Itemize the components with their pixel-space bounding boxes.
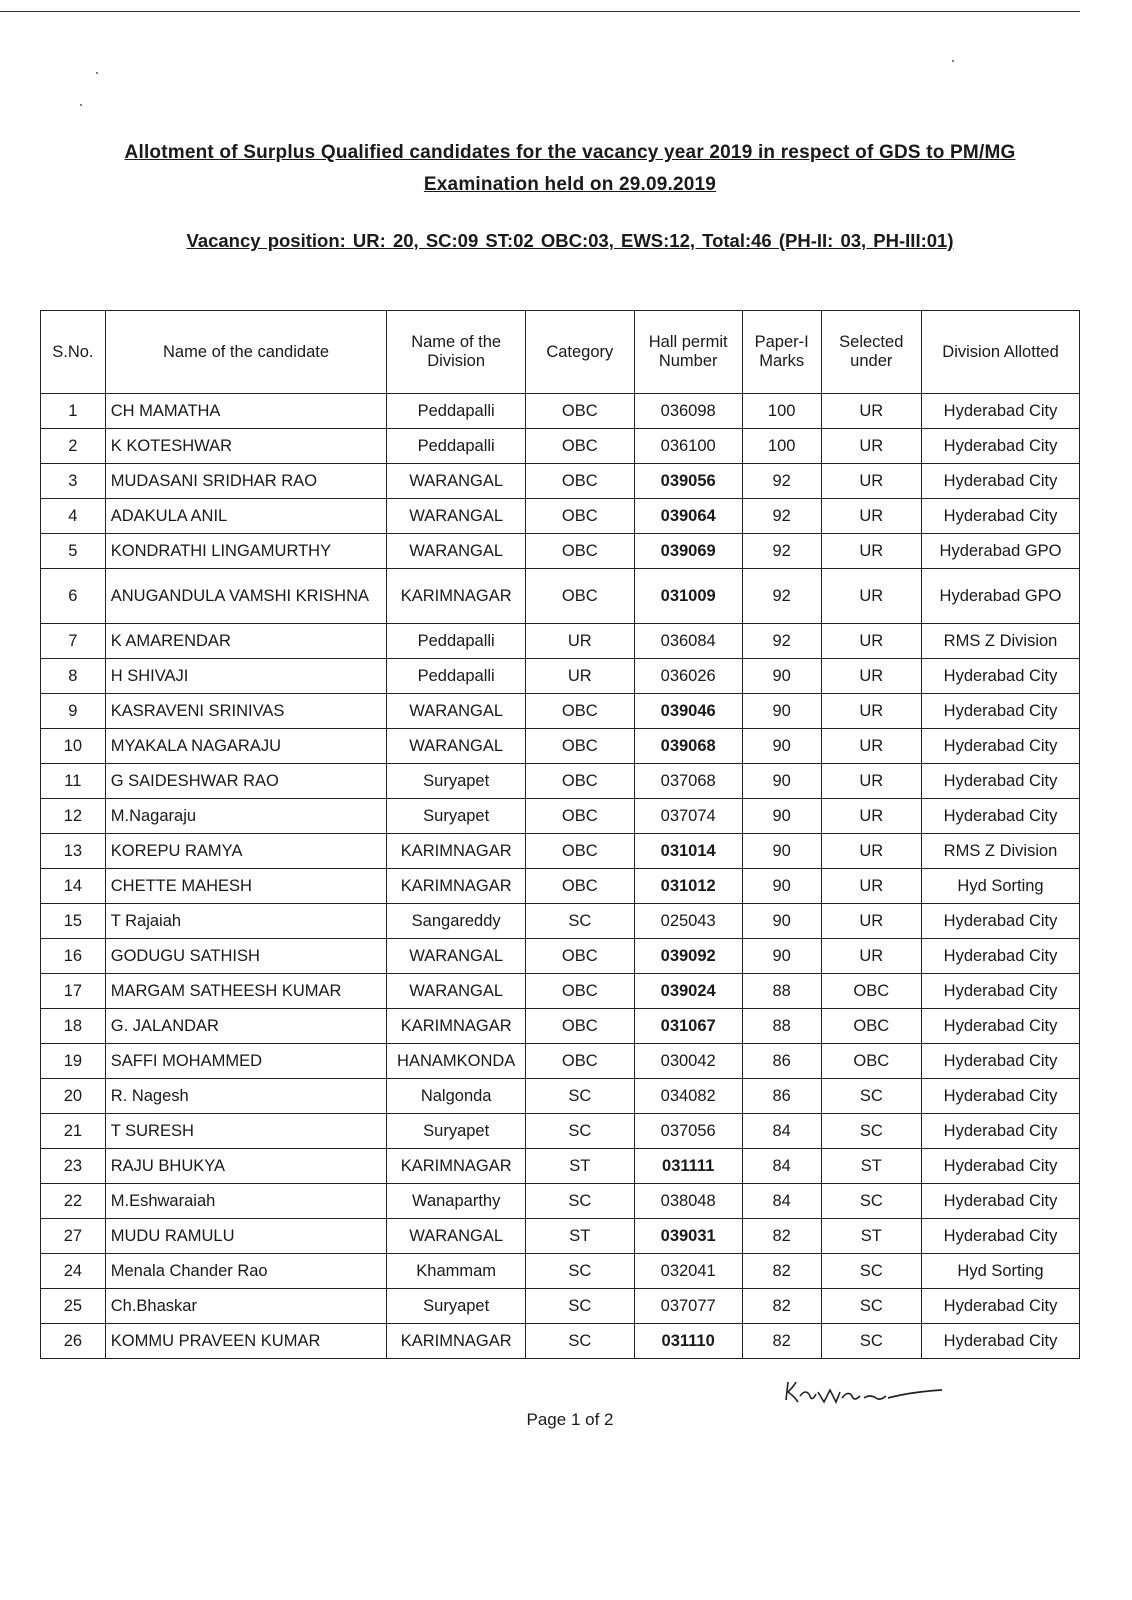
- cell-sno: 17: [41, 974, 106, 1009]
- cell-division-allotted: Hyderabad City: [922, 499, 1080, 534]
- cell-division: Khammam: [387, 1254, 526, 1289]
- cell-selected-under: SC: [821, 1254, 922, 1289]
- cell-sno: 14: [41, 869, 106, 904]
- cell-division-allotted: Hyderabad City: [922, 464, 1080, 499]
- cell-hall-permit: 038048: [634, 1184, 742, 1219]
- cell-candidate-name: GODUGU SATHISH: [105, 939, 387, 974]
- cell-category: SC: [526, 1254, 634, 1289]
- cell-sno: 6: [41, 569, 106, 624]
- cell-category: OBC: [526, 464, 634, 499]
- cell-candidate-name: H SHIVAJI: [105, 659, 387, 694]
- cell-sno: 9: [41, 694, 106, 729]
- cell-sno: 5: [41, 534, 106, 569]
- cell-sno: 21: [41, 1114, 106, 1149]
- cell-division: Peddapalli: [387, 429, 526, 464]
- header-candidate-name: Name of the candidate: [105, 311, 387, 394]
- cell-marks: 84: [742, 1184, 821, 1219]
- table-row: [41, 869, 1080, 904]
- cell-sno: 10: [41, 729, 106, 764]
- cell-candidate-name: KOREPU RAMYA: [105, 834, 387, 869]
- cell-category: SC: [526, 904, 634, 939]
- table-row: [41, 659, 1080, 694]
- cell-sno: 3: [41, 464, 106, 499]
- cell-selected-under: UR: [821, 624, 922, 659]
- cell-marks: 86: [742, 1079, 821, 1114]
- cell-hall-permit: 031009: [634, 569, 742, 624]
- table-row: [41, 764, 1080, 799]
- cell-hall-permit: 025043: [634, 904, 742, 939]
- cell-marks: 84: [742, 1149, 821, 1184]
- cell-candidate-name: ADAKULA ANIL: [105, 499, 387, 534]
- cell-division-allotted: RMS Z Division: [922, 834, 1080, 869]
- cell-hall-permit: 037074: [634, 799, 742, 834]
- cell-division-allotted: Hyderabad City: [922, 799, 1080, 834]
- cell-candidate-name: SAFFI MOHAMMED: [105, 1044, 387, 1079]
- cell-category: OBC: [526, 429, 634, 464]
- cell-candidate-name: Menala Chander Rao: [105, 1254, 387, 1289]
- cell-hall-permit: 039092: [634, 939, 742, 974]
- table-header: [41, 311, 1080, 394]
- cell-sno: 16: [41, 939, 106, 974]
- cell-division: WARANGAL: [387, 1219, 526, 1254]
- cell-division-allotted: Hyd Sorting: [922, 1254, 1080, 1289]
- cell-division-allotted: Hyderabad City: [922, 1079, 1080, 1114]
- cell-selected-under: SC: [821, 1324, 922, 1359]
- table-row: [41, 464, 1080, 499]
- cell-marks: 88: [742, 974, 821, 1009]
- header-category: Category: [526, 311, 634, 394]
- cell-division: WARANGAL: [387, 499, 526, 534]
- cell-hall-permit: 039046: [634, 694, 742, 729]
- cell-hall-permit: 037056: [634, 1114, 742, 1149]
- cell-category: OBC: [526, 499, 634, 534]
- cell-division: Peddapalli: [387, 394, 526, 429]
- cell-selected-under: UR: [821, 534, 922, 569]
- cell-selected-under: UR: [821, 939, 922, 974]
- table-row: [41, 834, 1080, 869]
- cell-marks: 90: [742, 869, 821, 904]
- cell-selected-under: OBC: [821, 1044, 922, 1079]
- cell-category: OBC: [526, 569, 634, 624]
- cell-division-allotted: Hyderabad City: [922, 1219, 1080, 1254]
- cell-division-allotted: Hyderabad City: [922, 1044, 1080, 1079]
- table-row: [41, 569, 1080, 624]
- cell-selected-under: OBC: [821, 1009, 922, 1044]
- cell-category: UR: [526, 659, 634, 694]
- cell-selected-under: ST: [821, 1219, 922, 1254]
- cell-sno: 13: [41, 834, 106, 869]
- cell-candidate-name: RAJU BHUKYA: [105, 1149, 387, 1184]
- signature: [780, 1372, 950, 1412]
- document-subtitle: Examination held on 29.09.2019: [423, 174, 717, 195]
- cell-category: OBC: [526, 394, 634, 429]
- allotment-table: [40, 310, 1080, 1359]
- table-row: [41, 1079, 1080, 1114]
- cell-division: KARIMNAGAR: [387, 1324, 526, 1359]
- cell-division-allotted: Hyderabad City: [922, 764, 1080, 799]
- table-body: [41, 394, 1080, 1359]
- cell-hall-permit: 030042: [634, 1044, 742, 1079]
- top-rule-line: [0, 11, 1080, 12]
- cell-hall-permit: 039031: [634, 1219, 742, 1254]
- cell-marks: 84: [742, 1114, 821, 1149]
- cell-selected-under: UR: [821, 464, 922, 499]
- scan-speck: [80, 104, 82, 106]
- table-row: [41, 394, 1080, 429]
- cell-candidate-name: MUDASANI SRIDHAR RAO: [105, 464, 387, 499]
- cell-division: Suryapet: [387, 1289, 526, 1324]
- cell-category: OBC: [526, 939, 634, 974]
- vacancy-position: Vacancy position: UR: 20, SC:09 ST:02 OBC:03, EWS:12, Total:46 (PH-II: 03, PH-III:01): [186, 230, 954, 251]
- cell-candidate-name: CHETTE MAHESH: [105, 869, 387, 904]
- cell-division-allotted: Hyderabad City: [922, 939, 1080, 974]
- cell-division: WARANGAL: [387, 464, 526, 499]
- table-row: [41, 1184, 1080, 1219]
- cell-hall-permit: 039069: [634, 534, 742, 569]
- table-row: [41, 1114, 1080, 1149]
- cell-division: Wanaparthy: [387, 1184, 526, 1219]
- table-row: [41, 1324, 1080, 1359]
- table-row: [41, 694, 1080, 729]
- cell-sno: 7: [41, 624, 106, 659]
- cell-category: OBC: [526, 869, 634, 904]
- header-division-allotted: Division Allotted: [922, 311, 1080, 394]
- cell-marks: 90: [742, 834, 821, 869]
- cell-division-allotted: Hyderabad GPO: [922, 569, 1080, 624]
- cell-hall-permit: 031067: [634, 1009, 742, 1044]
- cell-sno: 23: [41, 1149, 106, 1184]
- cell-marks: 82: [742, 1289, 821, 1324]
- cell-category: SC: [526, 1289, 634, 1324]
- cell-division: WARANGAL: [387, 729, 526, 764]
- cell-division-allotted: Hyderabad City: [922, 429, 1080, 464]
- table-row: [41, 1009, 1080, 1044]
- cell-sno: 2: [41, 429, 106, 464]
- cell-category: ST: [526, 1149, 634, 1184]
- cell-category: OBC: [526, 1009, 634, 1044]
- cell-marks: 88: [742, 1009, 821, 1044]
- cell-sno: 19: [41, 1044, 106, 1079]
- cell-division: Nalgonda: [387, 1079, 526, 1114]
- cell-division-allotted: Hyderabad City: [922, 1149, 1080, 1184]
- cell-candidate-name: MYAKALA NAGARAJU: [105, 729, 387, 764]
- cell-division: WARANGAL: [387, 974, 526, 1009]
- table-row: [41, 1289, 1080, 1324]
- cell-sno: 8: [41, 659, 106, 694]
- cell-category: OBC: [526, 534, 634, 569]
- cell-candidate-name: KASRAVENI SRINIVAS: [105, 694, 387, 729]
- cell-sno: 1: [41, 394, 106, 429]
- cell-hall-permit: 039056: [634, 464, 742, 499]
- cell-hall-permit: 036098: [634, 394, 742, 429]
- cell-candidate-name: K AMARENDAR: [105, 624, 387, 659]
- cell-sno: 11: [41, 764, 106, 799]
- cell-selected-under: SC: [821, 1079, 922, 1114]
- cell-hall-permit: 031110: [634, 1324, 742, 1359]
- table-row: [41, 1254, 1080, 1289]
- cell-division-allotted: Hyderabad City: [922, 1009, 1080, 1044]
- cell-marks: 82: [742, 1219, 821, 1254]
- cell-selected-under: UR: [821, 764, 922, 799]
- cell-category: OBC: [526, 694, 634, 729]
- cell-category: SC: [526, 1079, 634, 1114]
- cell-sno: 20: [41, 1079, 106, 1114]
- table-row: [41, 499, 1080, 534]
- cell-selected-under: UR: [821, 729, 922, 764]
- cell-candidate-name: Ch.Bhaskar: [105, 1289, 387, 1324]
- cell-hall-permit: 039064: [634, 499, 742, 534]
- cell-selected-under: ST: [821, 1149, 922, 1184]
- cell-selected-under: UR: [821, 429, 922, 464]
- cell-marks: 92: [742, 624, 821, 659]
- table-row: [41, 939, 1080, 974]
- cell-hall-permit: 036026: [634, 659, 742, 694]
- cell-selected-under: SC: [821, 1289, 922, 1324]
- cell-division-allotted: Hyderabad City: [922, 1184, 1080, 1219]
- cell-selected-under: OBC: [821, 974, 922, 1009]
- cell-division: KARIMNAGAR: [387, 869, 526, 904]
- scan-speck: [952, 60, 954, 62]
- cell-hall-permit: 036100: [634, 429, 742, 464]
- cell-division-allotted: Hyderabad City: [922, 904, 1080, 939]
- cell-division-allotted: Hyderabad City: [922, 394, 1080, 429]
- cell-category: OBC: [526, 729, 634, 764]
- cell-category: SC: [526, 1184, 634, 1219]
- cell-sno: 26: [41, 1324, 106, 1359]
- cell-sno: 15: [41, 904, 106, 939]
- cell-category: OBC: [526, 764, 634, 799]
- table-row: [41, 534, 1080, 569]
- cell-division: Suryapet: [387, 1114, 526, 1149]
- cell-candidate-name: MARGAM SATHEESH KUMAR: [105, 974, 387, 1009]
- cell-category: SC: [526, 1324, 634, 1359]
- header-paper-marks: Paper-I Marks: [742, 311, 821, 394]
- cell-division-allotted: Hyderabad City: [922, 1324, 1080, 1359]
- cell-marks: 90: [742, 659, 821, 694]
- cell-division: HANAMKONDA: [387, 1044, 526, 1079]
- cell-division: WARANGAL: [387, 534, 526, 569]
- cell-candidate-name: M.Eshwaraiah: [105, 1184, 387, 1219]
- cell-candidate-name: KOMMU PRAVEEN KUMAR: [105, 1324, 387, 1359]
- cell-division: KARIMNAGAR: [387, 1009, 526, 1044]
- table-row: [41, 1044, 1080, 1079]
- cell-hall-permit: 032041: [634, 1254, 742, 1289]
- cell-marks: 92: [742, 569, 821, 624]
- cell-division: KARIMNAGAR: [387, 834, 526, 869]
- table-row: [41, 799, 1080, 834]
- cell-marks: 90: [742, 939, 821, 974]
- document-title: Allotment of Surplus Qualified candidates for the vacancy year 2019 in respect of GDS to PM/MG: [124, 142, 1016, 163]
- header-sno: S.No.: [41, 311, 106, 394]
- cell-category: UR: [526, 624, 634, 659]
- cell-category: OBC: [526, 1044, 634, 1079]
- cell-candidate-name: G SAIDESHWAR RAO: [105, 764, 387, 799]
- cell-candidate-name: G. JALANDAR: [105, 1009, 387, 1044]
- cell-candidate-name: M.Nagaraju: [105, 799, 387, 834]
- cell-selected-under: UR: [821, 394, 922, 429]
- cell-marks: 92: [742, 499, 821, 534]
- cell-division: WARANGAL: [387, 694, 526, 729]
- cell-hall-permit: 037077: [634, 1289, 742, 1324]
- cell-division: Sangareddy: [387, 904, 526, 939]
- cell-candidate-name: T SURESH: [105, 1114, 387, 1149]
- cell-division-allotted: Hyderabad City: [922, 729, 1080, 764]
- cell-candidate-name: K KOTESHWAR: [105, 429, 387, 464]
- header-selected-under: Selected under: [821, 311, 922, 394]
- cell-division: WARANGAL: [387, 939, 526, 974]
- cell-hall-permit: 037068: [634, 764, 742, 799]
- cell-candidate-name: MUDU RAMULU: [105, 1219, 387, 1254]
- cell-selected-under: UR: [821, 834, 922, 869]
- cell-sno: 22: [41, 1184, 106, 1219]
- table-row: [41, 1149, 1080, 1184]
- table-row: [41, 974, 1080, 1009]
- cell-hall-permit: 031012: [634, 869, 742, 904]
- cell-division: Suryapet: [387, 764, 526, 799]
- cell-division-allotted: Hyderabad City: [922, 694, 1080, 729]
- cell-category: OBC: [526, 974, 634, 1009]
- cell-division: KARIMNAGAR: [387, 1149, 526, 1184]
- cell-division-allotted: Hyd Sorting: [922, 869, 1080, 904]
- cell-hall-permit: 036084: [634, 624, 742, 659]
- cell-marks: 90: [742, 799, 821, 834]
- cell-division: KARIMNAGAR: [387, 569, 526, 624]
- cell-division-allotted: Hyderabad City: [922, 1114, 1080, 1149]
- cell-marks: 92: [742, 534, 821, 569]
- cell-sno: 25: [41, 1289, 106, 1324]
- cell-sno: 18: [41, 1009, 106, 1044]
- table-row: [41, 1219, 1080, 1254]
- cell-selected-under: UR: [821, 694, 922, 729]
- cell-marks: 90: [742, 904, 821, 939]
- cell-division-allotted: Hyderabad GPO: [922, 534, 1080, 569]
- header-row: [41, 311, 1080, 394]
- cell-hall-permit: 034082: [634, 1079, 742, 1114]
- cell-category: OBC: [526, 799, 634, 834]
- cell-category: OBC: [526, 834, 634, 869]
- header-hall-permit: Hall permit Number: [634, 311, 742, 394]
- page-number: Page 1 of 2: [526, 1410, 614, 1429]
- cell-candidate-name: R. Nagesh: [105, 1079, 387, 1114]
- table-row: [41, 429, 1080, 464]
- cell-selected-under: UR: [821, 569, 922, 624]
- cell-sno: 24: [41, 1254, 106, 1289]
- cell-marks: 82: [742, 1254, 821, 1289]
- cell-marks: 90: [742, 729, 821, 764]
- table-row: [41, 729, 1080, 764]
- header-division-name: Name of the Division: [387, 311, 526, 394]
- cell-marks: 100: [742, 394, 821, 429]
- cell-selected-under: UR: [821, 799, 922, 834]
- cell-hall-permit: 031111: [634, 1149, 742, 1184]
- cell-marks: 86: [742, 1044, 821, 1079]
- cell-selected-under: SC: [821, 1184, 922, 1219]
- cell-marks: 100: [742, 429, 821, 464]
- cell-selected-under: UR: [821, 499, 922, 534]
- cell-division-allotted: Hyderabad City: [922, 974, 1080, 1009]
- cell-selected-under: SC: [821, 1114, 922, 1149]
- table-row: [41, 904, 1080, 939]
- cell-division-allotted: Hyderabad City: [922, 1289, 1080, 1324]
- cell-division-allotted: Hyderabad City: [922, 659, 1080, 694]
- cell-candidate-name: ANUGANDULA VAMSHI KRISHNA: [105, 569, 387, 624]
- cell-sno: 12: [41, 799, 106, 834]
- cell-hall-permit: 039068: [634, 729, 742, 764]
- cell-selected-under: UR: [821, 869, 922, 904]
- cell-hall-permit: 031014: [634, 834, 742, 869]
- cell-hall-permit: 039024: [634, 974, 742, 1009]
- cell-division-allotted: RMS Z Division: [922, 624, 1080, 659]
- cell-marks: 90: [742, 694, 821, 729]
- cell-division: Suryapet: [387, 799, 526, 834]
- cell-division: Peddapalli: [387, 659, 526, 694]
- cell-selected-under: UR: [821, 659, 922, 694]
- cell-marks: 92: [742, 464, 821, 499]
- table-row: [41, 624, 1080, 659]
- cell-candidate-name: CH MAMATHA: [105, 394, 387, 429]
- cell-sno: 27: [41, 1219, 106, 1254]
- cell-category: SC: [526, 1114, 634, 1149]
- scan-speck: [96, 72, 98, 74]
- cell-candidate-name: KONDRATHI LINGAMURTHY: [105, 534, 387, 569]
- cell-marks: 82: [742, 1324, 821, 1359]
- cell-marks: 90: [742, 764, 821, 799]
- cell-selected-under: UR: [821, 904, 922, 939]
- cell-candidate-name: T Rajaiah: [105, 904, 387, 939]
- cell-sno: 4: [41, 499, 106, 534]
- cell-division: Peddapalli: [387, 624, 526, 659]
- cell-category: ST: [526, 1219, 634, 1254]
